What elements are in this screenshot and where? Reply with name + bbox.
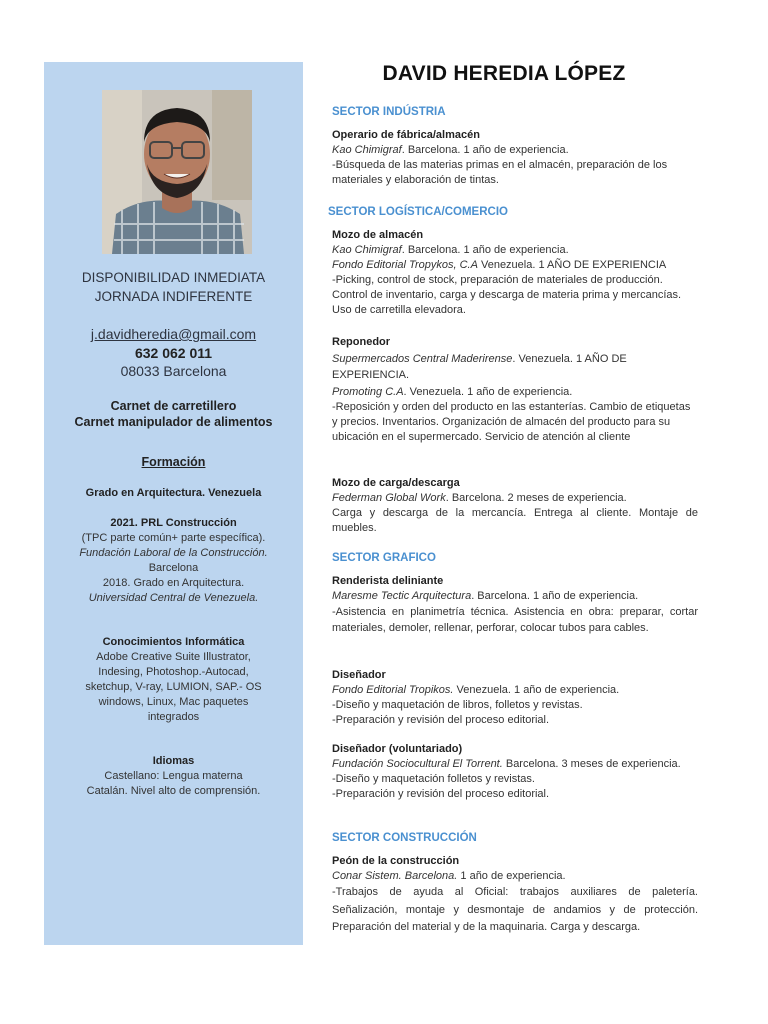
prl-line: Barcelona bbox=[148, 562, 199, 574]
meta: Venezuela. 1 año de experiencia. bbox=[453, 684, 620, 696]
prl-line: Universidad Central de Venezuela. bbox=[88, 592, 259, 604]
informatica-line: sketchup, V-ray, LUMION, SAP.- OS bbox=[85, 681, 262, 693]
company: Kao Chimigraf bbox=[332, 244, 402, 256]
job-desc: -Trabajos de ayuda al Oficial: trabajos auxiliares de paletería. Señalización, montaje y desmontaje de andamios y de protección. Preparación del material y de la maquinaria. Carga y descarga. bbox=[332, 886, 698, 933]
idiomas-block bbox=[44, 754, 303, 799]
availability-line: JORNADA INDIFERENTE bbox=[94, 289, 253, 304]
email-link[interactable]: j.davidheredia@gmail.com bbox=[90, 326, 257, 342]
job-title: Renderista deliniante bbox=[332, 575, 444, 587]
informatica-block bbox=[44, 635, 303, 725]
job-desc: -Diseño y maquetación folletos y revistas. bbox=[332, 773, 535, 785]
formacion-heading: Formación bbox=[141, 455, 206, 469]
job-title: Mozo de almacén bbox=[332, 229, 424, 241]
candidate-name: DAVID HEREDIA LÓPEZ bbox=[382, 62, 626, 85]
job-mozo bbox=[332, 228, 698, 318]
job-desc: -Preparación y revisión del proceso editorial. bbox=[332, 714, 550, 726]
job-meta bbox=[332, 491, 698, 506]
job-peon bbox=[332, 854, 698, 937]
degree: Grado en Arquitectura. Venezuela bbox=[85, 487, 262, 499]
company: Maresme Tectic Arquitectura bbox=[332, 590, 472, 602]
job-desc: -Asistencia en planimetría técnica. Asistencia en obra: preparar, cortar materiales, demoler, rellenar, perforar, colocar tubos para cables. bbox=[332, 606, 698, 634]
section-heading-construccion: SECTOR CONSTRUCCIÓN bbox=[332, 832, 477, 844]
prl-title: 2021. PRL Construcción bbox=[110, 517, 237, 529]
availability-line: DISPONIBILIDAD INMEDIATA bbox=[81, 270, 266, 285]
section-heading-grafico: SECTOR GRAFICO bbox=[332, 552, 436, 564]
idiomas-line: Catalán. Nivel alto de comprensión. bbox=[86, 785, 261, 797]
job-meta bbox=[332, 258, 698, 273]
informatica-line: Indesing, Photoshop.-Autocad, bbox=[98, 666, 249, 678]
informatica-line: Adobe Creative Suite Illustrator, bbox=[96, 651, 251, 663]
job-desc: Carga y descarga de la mercancía. Entrega al cliente. Montaje de muebles. bbox=[332, 507, 698, 534]
license-item: Carnet de carretillero bbox=[110, 399, 237, 413]
job-disenador bbox=[332, 668, 698, 728]
availability bbox=[44, 268, 303, 306]
job-meta bbox=[332, 351, 698, 384]
job-desc: -Picking, control de stock, preparación de materiales de producción. Control de inventario, carga y descarga de materia prima y mercancías. Uso de carretilla elevadora. bbox=[332, 274, 682, 316]
job-desc: -Diseño y maquetación de libros, folletos y revistas. bbox=[332, 699, 583, 711]
meta: . Barcelona. 2 meses de experiencia. bbox=[445, 492, 627, 504]
job-title: Operario de fábrica/almacén bbox=[332, 129, 480, 141]
company: Supermercados Central Maderirense bbox=[332, 352, 513, 365]
meta: . Barcelona. 1 año de experiencia. bbox=[401, 244, 569, 256]
job-title: Mozo de carga/descarga bbox=[332, 477, 460, 489]
company: Fondo Editorial Tropykos, C.A bbox=[332, 259, 478, 271]
job-meta bbox=[332, 683, 698, 698]
meta: . Barcelona. 1 año de experiencia. bbox=[471, 590, 639, 602]
licenses bbox=[44, 398, 303, 430]
company: Fondo Editorial Tropikos. bbox=[332, 684, 454, 696]
company: Promoting C.A bbox=[332, 385, 404, 398]
company: Fundación Sociocultural El Torrent. bbox=[332, 758, 503, 770]
prl-line: Fundación Laboral de la Construcción. bbox=[79, 547, 268, 559]
informatica-title: Conocimientos Informática bbox=[102, 636, 245, 648]
prl-line: (TPC parte común+ parte específica). bbox=[81, 532, 266, 544]
job-title: Diseñador bbox=[332, 669, 386, 681]
job-operario bbox=[332, 128, 698, 188]
prl-line: 2018. Grado en Arquitectura. bbox=[102, 577, 245, 589]
phone-number: 632 062 011 bbox=[134, 345, 213, 361]
job-title: Diseñador (voluntariado) bbox=[332, 743, 463, 755]
idiomas-line: Castellano: Lengua materna bbox=[104, 770, 243, 782]
job-title: Reponedor bbox=[332, 336, 391, 348]
company: Conar Sistem. Barcelona. bbox=[332, 870, 458, 882]
job-desc: -Búsqueda de las materias primas en el almacén, preparación de los materiales y elaboración de tintas. bbox=[332, 159, 668, 186]
meta: . Venezuela. 1 AÑO DE EXPERIENCIA. bbox=[332, 352, 627, 381]
profile-photo bbox=[102, 90, 252, 254]
prl-block bbox=[44, 516, 303, 606]
job-desc: -Reposición y orden del producto en las estanterías. Cambio de etiquetas y precios. Inventarios. Organización de almacén del producto para su ubicación en el supermercado. Servicio de atención al cliente bbox=[332, 401, 691, 443]
job-meta bbox=[332, 589, 698, 604]
person-photo-icon bbox=[102, 90, 252, 254]
meta: . Venezuela. 1 año de experiencia. bbox=[403, 385, 573, 398]
job-reponedor bbox=[332, 334, 698, 445]
license-item: Carnet manipulador de alimentos bbox=[74, 415, 273, 429]
job-meta bbox=[332, 869, 698, 884]
company: Kao Chimigraf bbox=[332, 144, 402, 156]
job-meta bbox=[332, 757, 698, 772]
city: 08033 Barcelona bbox=[120, 363, 227, 379]
job-meta bbox=[332, 243, 698, 258]
job-voluntariado bbox=[332, 742, 698, 802]
job-renderista bbox=[332, 574, 698, 636]
job-meta bbox=[332, 143, 698, 158]
meta: . Barcelona. 1 año de experiencia. bbox=[401, 144, 569, 156]
job-carga bbox=[332, 476, 698, 536]
idiomas-title: Idiomas bbox=[152, 755, 195, 767]
informatica-line: integrados bbox=[147, 711, 200, 723]
sidebar bbox=[44, 62, 303, 945]
job-title: Peón de la construcción bbox=[332, 855, 460, 867]
informatica-line: windows, Linux, Mac paquetes bbox=[98, 696, 249, 708]
job-meta bbox=[332, 384, 698, 401]
section-heading-logistica: SECTOR LOGÍSTICA/COMERCIO bbox=[328, 206, 508, 218]
meta: Barcelona. 3 meses de experiencia. bbox=[502, 758, 681, 770]
meta: 1 año de experiencia. bbox=[457, 870, 566, 882]
meta: Venezuela. 1 AÑO DE EXPERIENCIA bbox=[477, 259, 667, 271]
company: Federman Global Work bbox=[332, 492, 446, 504]
section-heading-industria: SECTOR INDÚSTRIA bbox=[332, 106, 446, 118]
job-desc: -Preparación y revisión del proceso editorial. bbox=[332, 788, 550, 800]
